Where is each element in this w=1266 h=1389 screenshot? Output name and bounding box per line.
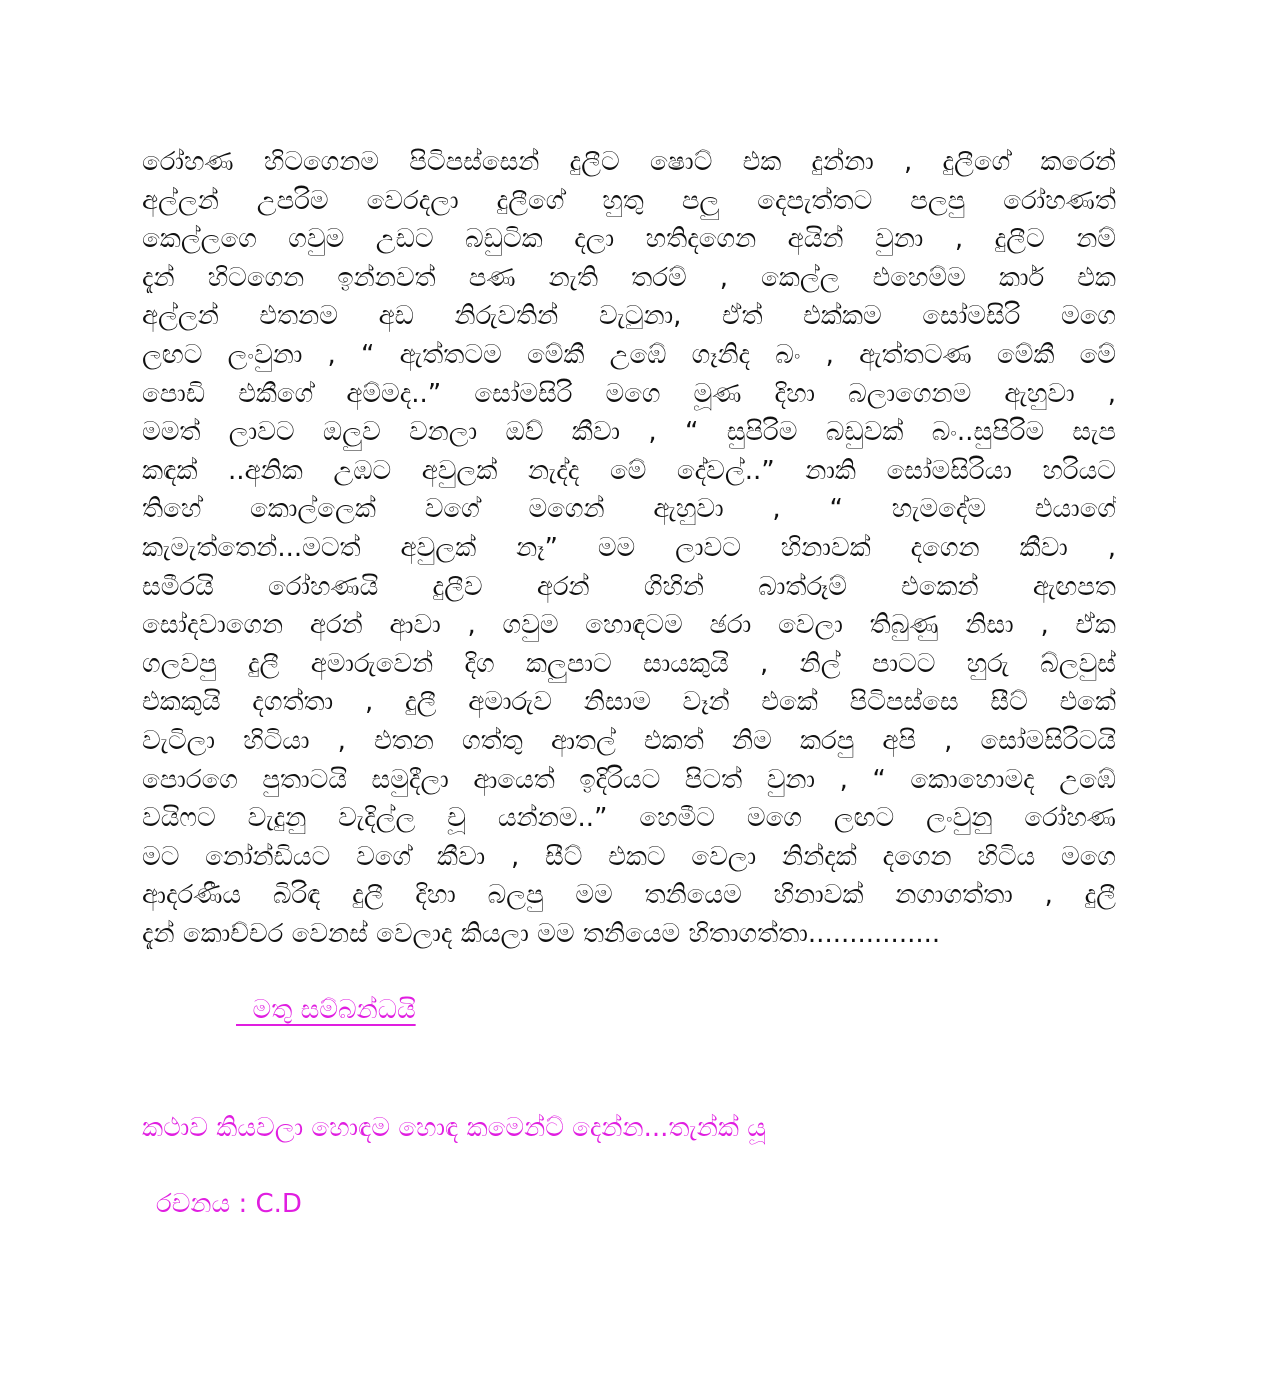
story-line: ලඟට ලංවුනා , “ ඇත්තටම මේකී උඹේ ගෑනිද බං , ඇත්තටණ මේකී මේ — [142, 339, 1116, 370]
story-line: මමත් ලාවට ඔලුව වනලා ඔව් කීවා , “ සුපිරිම බඩුවක් බං..සුපිරිම සැප — [142, 417, 1116, 448]
comment-request-note: කථාව කියවලා හොඳම හොඳ කමෙන්ට් දෙන්න...තැන්ක් යූ — [142, 1113, 766, 1143]
story-line: එකකුයි දගත්තා , දුලී අමාරුව නිසාම වෑන් එකේ පිටිපස්සෙ සීට් එකේ — [142, 687, 1116, 718]
story-line: කෙල්ලගෙ ගවුම උඩට බඩුටික දලා හතිදගෙන අයින් වුනා , දුලීට නම් — [142, 224, 1116, 255]
story-line: ආදරණීය බිරිඳ දුලී දිහා බලපු මම තනියෙම හිනාවක් නගාගත්තා , දුලී — [142, 880, 1116, 911]
story-line: ගලවපු දුලී අමාරුවෙන් දිග කලුපාට සායකුයි , නිල් පාටට හුරු බ්ලවුස් — [142, 648, 1116, 679]
story-line: සෝදවාගෙන අරන් ආවා , ගවුම හොඳටම ඡරා වෙලා තිබුණු නිසා , ඒක — [142, 610, 1116, 641]
story-line: මට නෝන්ඩියට වගේ කීවා , සීට් එකට වෙලා නින්දක් දගෙන හිටිය මගෙ — [142, 841, 1116, 872]
story-line: කඳක් ..අනික උඹට අවුලක් නැද්ද මේ දේවල්..” නාකි සෝමසිරියා හරියට — [142, 455, 1116, 486]
story-line: පොඩි එකීගේ අම්මද..” සෝමසිරි මගෙ මූණ දිහා බලාගෙනම ඇහුවා , — [142, 378, 1116, 409]
story-line: අල්ලන් එතනම අඩ නිරුවතින් වැටුනා, ඒත් එක්කම සෝමසිරි මගෙ — [142, 301, 1116, 332]
story-line-last: දැන් කොච්චර වෙනස් වෙලාද කියලා මම තනියෙම හිතාගත්තා................ — [142, 918, 941, 949]
story-line: වැටිලා හිටියා , එතන ගත්තු ආතල් එකත් නිම කරපු අපි , සෝමසිරිටයි — [142, 725, 1116, 756]
story-line: කැමැත්තෙන්...මටත් අවුලක් නෑ” මම ලාවට හිනාවක් දගෙන කීවා , — [142, 532, 1116, 563]
author-credit: රචනය : C.D — [156, 1189, 302, 1219]
story-line: පොරගෙ පුතාටයි සමුදීලා ආයෙත් ඉදිරියට පිටත් වුනා , “ කොහොමද උඹේ — [142, 764, 1116, 795]
next-part-link[interactable]: මතු සම්බන්ධයි — [236, 995, 416, 1025]
story-line: රෝහණ හිටගෙනම පිටිපස්සෙන් දුලීට ෂොට් එක දුන්නා , දුලීගේ කරෙන් — [142, 147, 1116, 177]
story-line: වයිෆට වැදුනු වැදිල්ල චූ යන්නම..” හෙමීට මගෙ ලඟට ලංවුනු රෝහණ — [142, 803, 1116, 834]
story-line: සමීරයි රෝහණයි දුලීව අරන් ගිහින් බාත්රූම් එකෙන් ඇඟපත — [142, 571, 1116, 602]
story-line: දැන් හිටගෙන ඉන්නවත් පණ නැති තරම් , කෙල්ල එහෙම්ම කාර් එක — [142, 262, 1116, 293]
story-text — [142, 143, 1116, 953]
story-line: තිහේ කොල්ලෙක් වගේ මගෙන් ඇහුවා , “ හැමදේම එයාගේ — [142, 494, 1116, 525]
story-line: අල්ලන් උපරිම වෙරදලා දුලීගේ හුතු පලු දෙපැත්තට පලපු රෝහණත් — [142, 185, 1116, 216]
